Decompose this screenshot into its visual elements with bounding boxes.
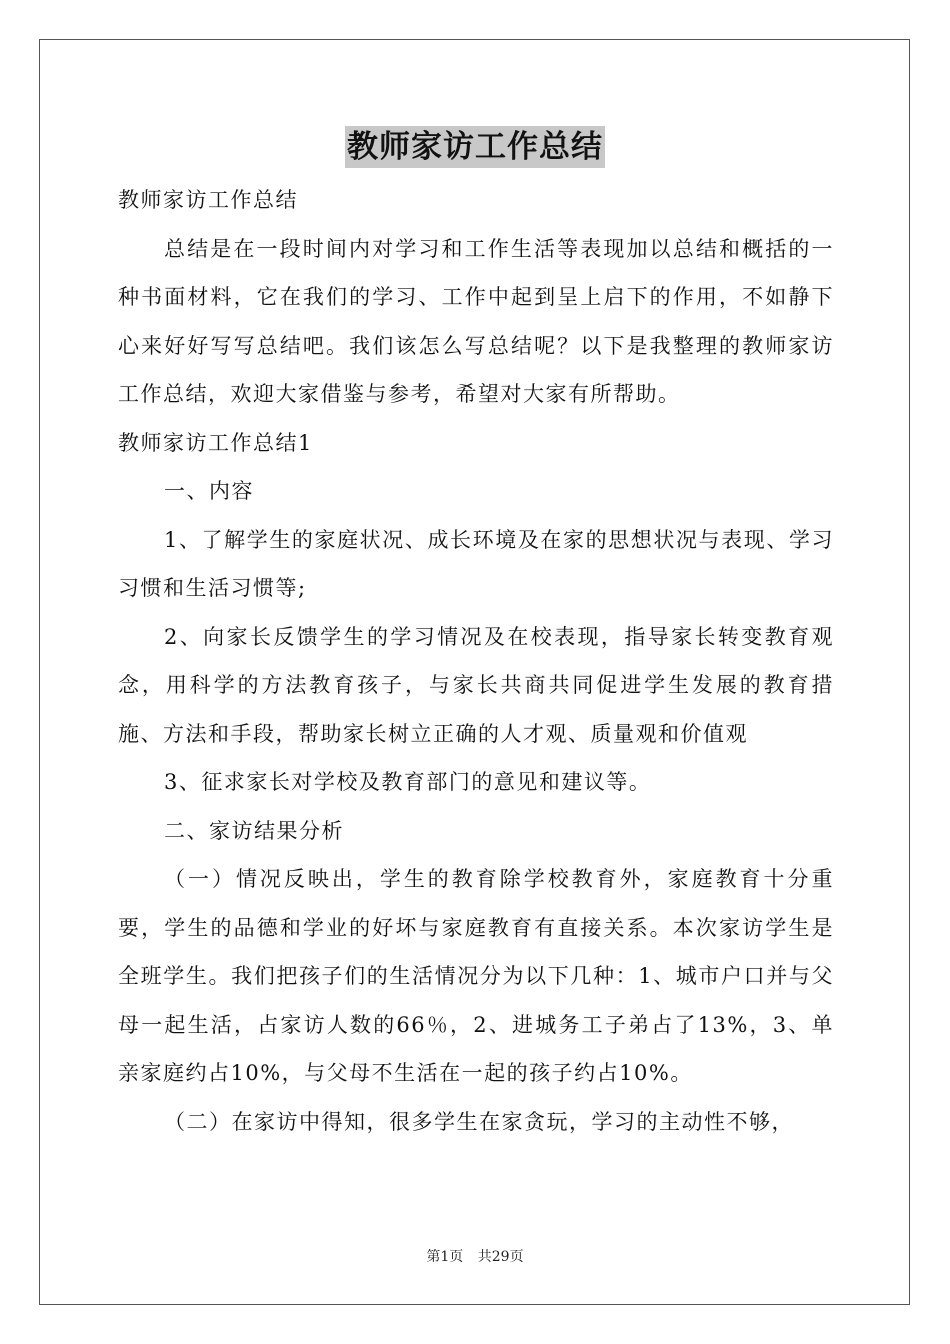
paragraph-content-heading: 一、内容	[164, 479, 254, 503]
paragraph-section-heading: 教师家访工作总结1	[118, 430, 313, 455]
paragraph-subtitle: 教师家访工作总结	[118, 188, 298, 212]
document-body	[118, 176, 834, 1146]
paragraph-analysis-2: （二）在家访中得知，很多学生在家贪玩，学习的主动性不够，	[164, 1109, 794, 1134]
paragraph-item-1: 1、了解学生的家庭状况、成长环境及在家的思想状况与表现、学习习惯和生活习惯等;	[118, 527, 834, 600]
paragraph-analysis-1: （一）情况反映出，学生的教育除学校教育外，家庭教育十分重要，学生的品德和学业的好坏与家庭教育有直接关系。本次家访学生是全班学生。我们把孩子们的生活情况分为以下几种：1、城市户口并与父母一起生活，占家访人数的66％，2、进城务工子弟占了13%，3、单亲家庭约占10%，与父母不生活在一起的孩子约占10%。	[118, 867, 834, 1085]
paragraph-analysis-heading: 二、家访结果分析	[164, 818, 344, 843]
paragraph-intro: 总结是在一段时间内对学习和工作生活等表现加以总结和概括的一种书面材料，它在我们的学习、工作中起到呈上启下的作用，不如静下心来好好写写总结吧。我们该怎么写总结呢？以下是我整理的教师家访工作总结，欢迎大家借鉴与参考，希望对大家有所帮助。	[118, 236, 834, 406]
document-title: 教师家访工作总结	[345, 126, 605, 168]
document-title-wrapper	[0, 126, 950, 175]
paragraph-item-2: 2、向家长反馈学生的学习情况及在校表现，指导家长转变教育观念，用科学的方法教育孩子，与家长共商共同促进学生发展的教育措施、方法和手段，帮助家长树立正确的人才观、质量观和价值观	[118, 624, 834, 746]
page-footer	[0, 1246, 950, 1266]
page-total: 共29页	[477, 1249, 524, 1265]
page-number: 第1页	[426, 1249, 464, 1265]
paragraph-item-3: 3、征求家长对学校及教育部门的意见和建议等。	[164, 770, 652, 794]
